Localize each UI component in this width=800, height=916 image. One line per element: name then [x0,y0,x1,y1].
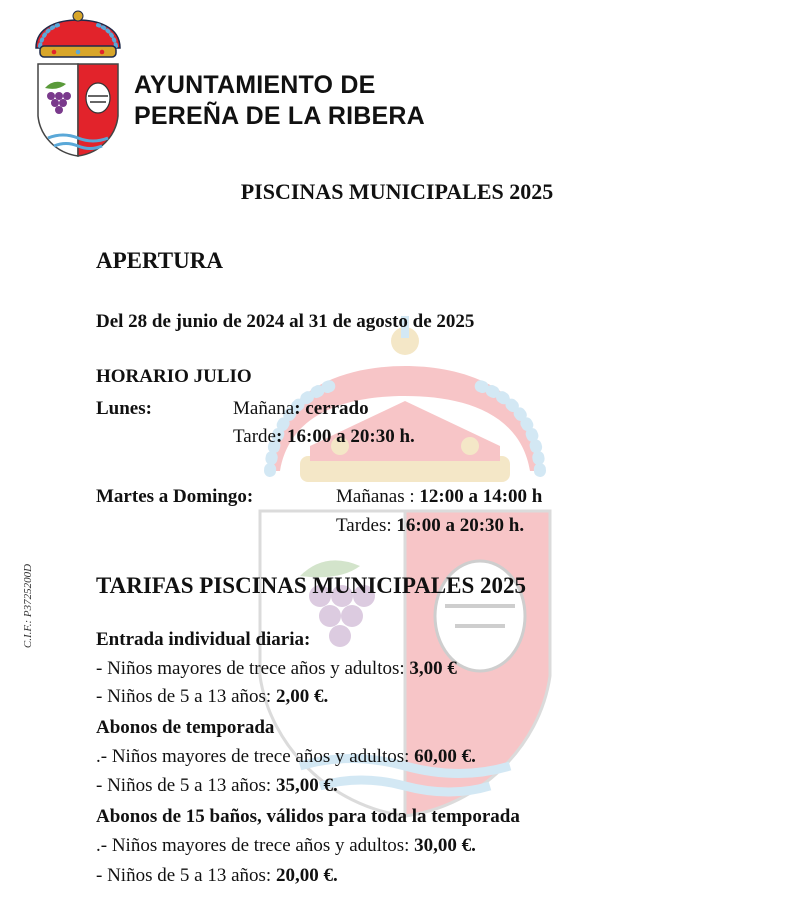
banos-heading: Abonos de 15 baños, válidos para toda la temporada [96,806,520,827]
lunes-manana-value: : cerrado [294,398,369,419]
abonos-ninos-label: - Niños de 5 a 13 años: [96,775,276,796]
apertura-heading: APERTURA [96,248,223,273]
org-line-1: AYUNTAMIENTO DE [134,71,376,99]
abonos-ninos-price: 35,00 €. [275,775,338,796]
municipal-coat-of-arms [30,8,126,160]
martes-tarde-value: 16:00 a 20:30 h. [396,515,525,536]
banos-adultos-price: 30,00 €. [414,835,476,856]
entrada-adultos-price: 3,00 € [409,658,457,679]
tarifas-heading: TARIFAS PISCINAS MUNICIPALES 2025 [96,573,527,598]
knight-head-icon [86,83,110,113]
banos-adultos-label: .- Niños mayores de trece años y adultos: [96,835,415,856]
municipality-name [134,70,425,132]
cif-side-note [22,536,34,676]
banos-adultos-row [96,835,476,857]
entrada-heading: Entrada individual diaria: [96,629,311,650]
crown-icon [36,11,120,57]
martes-manana-value: 12:00 a 14:00 h [419,486,543,507]
abonos-adultos-row [96,746,476,768]
lunes-manana-label: Mañana [233,398,295,419]
lunes-tarde-value: : 16:00 a 20:30 h. [275,426,415,447]
lunes-manana-row [233,398,369,420]
entrada-ninos-price: 2,00 €. [275,686,329,707]
entrada-ninos-row [96,686,328,708]
page-title: PISCINAS MUNICIPALES 2025 [240,179,554,204]
entrada-ninos-label: - Niños de 5 a 13 años: [96,686,276,707]
entrada-adultos-row [96,658,457,680]
martes-manana-label: Mañanas : [336,486,420,507]
banos-ninos-price: 20,00 €. [275,865,338,886]
org-line-2: PEREÑA DE LA RIBERA [134,102,425,130]
martes-manana-row [336,486,542,508]
abonos-adultos-price: 60,00 €. [414,746,476,767]
lunes-label: Lunes: [96,398,152,419]
cif-text: C.I.F.: P3725200D [22,563,34,649]
banos-ninos-label: - Niños de 5 a 13 años: [96,865,276,886]
martes-domingo-label: Martes a Domingo: [96,486,254,507]
abonos-ninos-row [96,775,338,797]
martes-tarde-row [336,515,524,537]
apertura-dates: Del 28 de junio de 2024 al 31 de agosto de 2025 [96,311,475,332]
lunes-tarde-row [233,426,415,448]
entrada-adultos-label: - Niños mayores de trece años y adultos: [96,658,410,679]
abonos-adultos-label: .- Niños mayores de trece años y adultos: [96,746,415,767]
abonos-heading: Abonos de temporada [96,717,275,738]
banos-ninos-row [96,865,338,887]
lunes-tarde-label: Tarde [233,426,276,447]
martes-tarde-label: Tardes: [336,515,397,536]
horario-heading: HORARIO JULIO [96,366,252,387]
